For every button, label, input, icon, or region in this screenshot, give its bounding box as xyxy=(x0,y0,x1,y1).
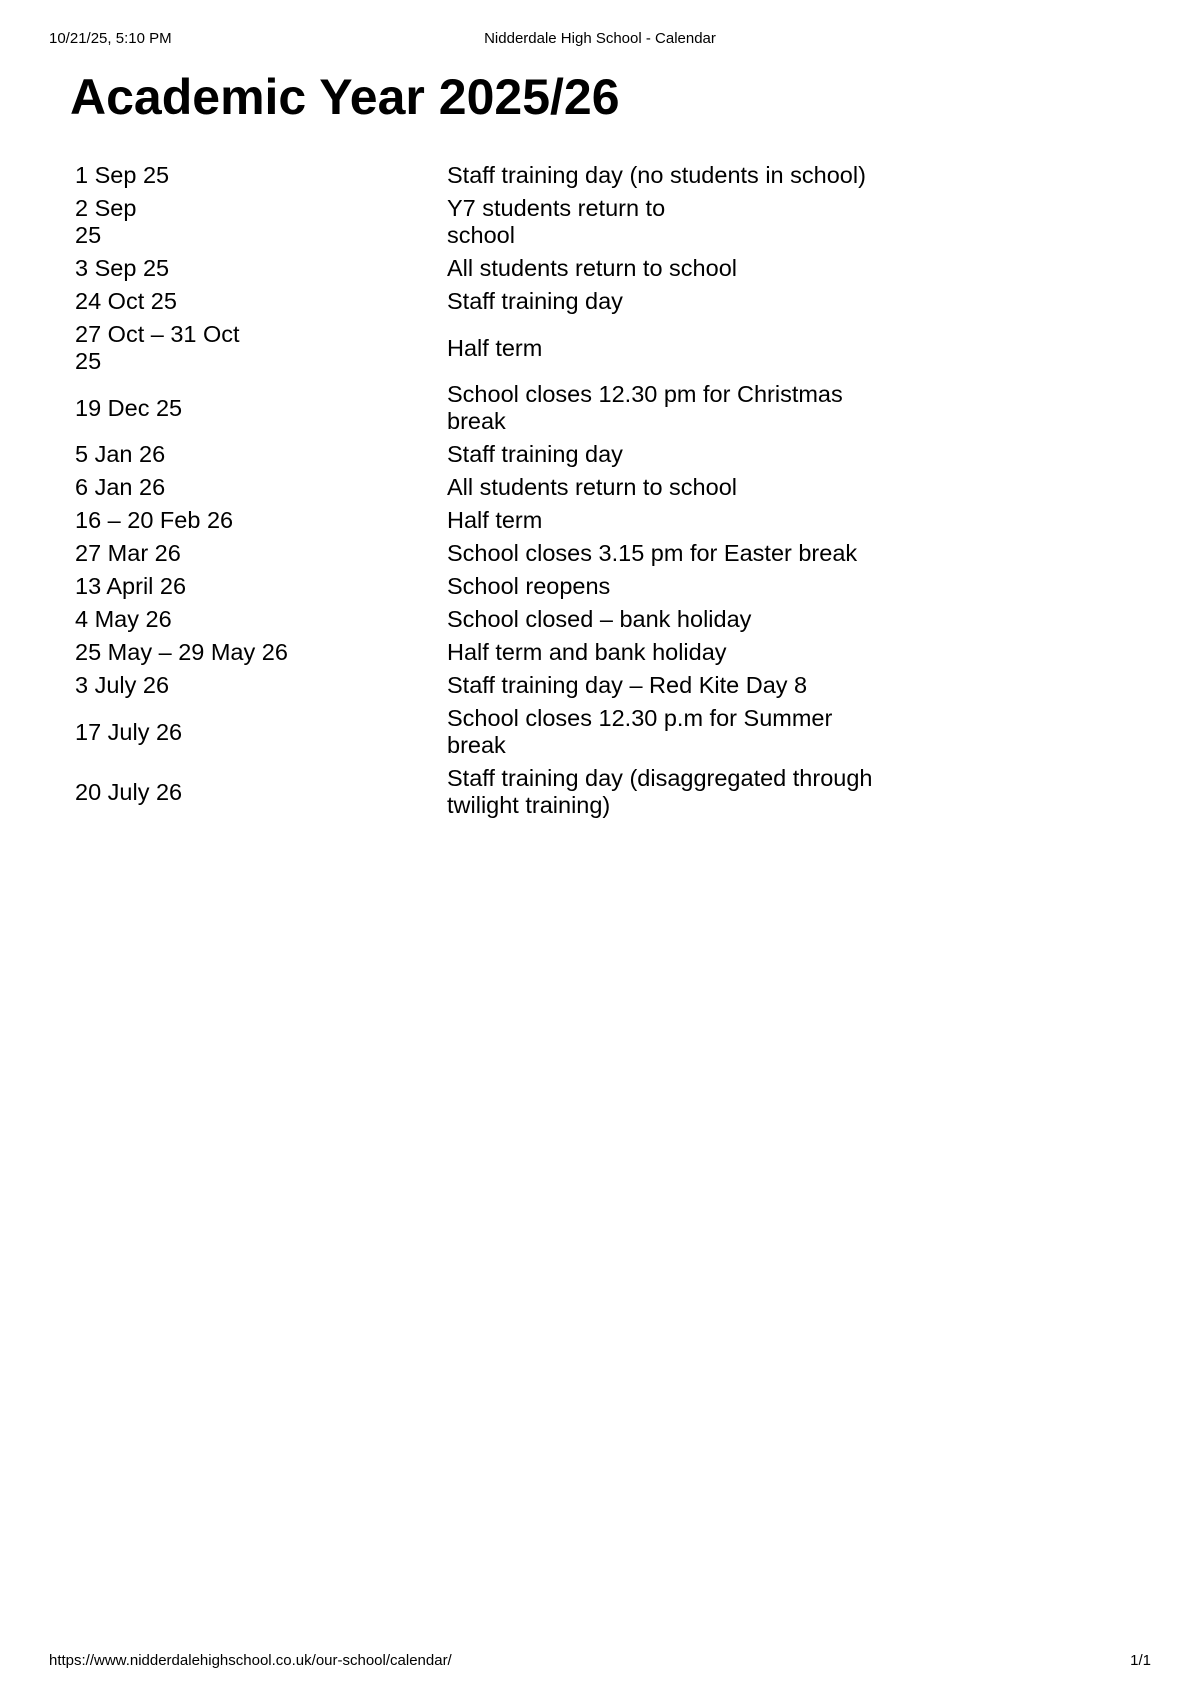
date-cell xyxy=(70,438,442,471)
table-row xyxy=(70,702,910,762)
event-cell xyxy=(442,669,910,702)
event-text: Staff training day – Red Kite Day 8 xyxy=(447,672,808,698)
date-cell xyxy=(70,636,442,669)
event-text: Staff training day (no students in school) xyxy=(447,162,866,188)
event-cell xyxy=(442,537,910,570)
table-row xyxy=(70,285,910,318)
event-text: All students return to school xyxy=(447,474,737,500)
table-row xyxy=(70,252,910,285)
event-text: School closed – bank holiday xyxy=(447,606,752,632)
date-text: 24 Oct 25 xyxy=(75,288,177,314)
event-text: School closes 12.30 pm for Christmas break xyxy=(447,381,843,434)
page-title: Academic Year 2025/26 xyxy=(70,69,620,125)
print-header xyxy=(49,30,1151,50)
event-cell xyxy=(442,318,910,378)
event-text: Staff training day (disaggregated through twilight training) xyxy=(447,765,873,818)
date-cell xyxy=(70,570,442,603)
event-cell xyxy=(442,636,910,669)
event-cell xyxy=(442,192,910,252)
table-row xyxy=(70,669,910,702)
date-cell xyxy=(70,669,442,702)
event-cell xyxy=(442,159,910,192)
date-cell xyxy=(70,378,442,438)
event-cell xyxy=(442,762,910,822)
table-row xyxy=(70,504,910,537)
date-text: 1 Sep 25 xyxy=(75,162,170,188)
event-text: Half term and bank holiday xyxy=(447,639,727,665)
date-text: 5 Jan 26 xyxy=(75,441,166,467)
date-cell xyxy=(70,252,442,285)
page-url: https://www.nidderdalehighschool.co.uk/our-school/calendar/ xyxy=(49,1652,452,1669)
table-row xyxy=(70,603,910,636)
table-row xyxy=(70,762,910,822)
date-text: 3 July 26 xyxy=(75,672,170,698)
date-text: 6 Jan 26 xyxy=(75,474,166,500)
table-row xyxy=(70,537,910,570)
table-row xyxy=(70,471,910,504)
event-cell xyxy=(442,438,910,471)
table-row xyxy=(70,438,910,471)
event-cell xyxy=(442,252,910,285)
table-row xyxy=(70,636,910,669)
print-page-title: Nidderdale High School - Calendar xyxy=(484,30,716,47)
calendar-table xyxy=(70,159,910,822)
event-text: School closes 3.15 pm for Easter break xyxy=(447,540,858,566)
event-text: Y7 students return to school xyxy=(447,195,666,248)
event-text: School closes 12.30 p.m for Summer break xyxy=(447,705,833,758)
event-cell xyxy=(442,504,910,537)
date-text: 25 May – 29 May 26 xyxy=(75,639,288,665)
event-cell xyxy=(442,471,910,504)
date-cell xyxy=(70,159,442,192)
date-text: 17 July 26 xyxy=(75,718,183,745)
table-row xyxy=(70,378,910,438)
date-text: 27 Oct – 31 Oct 25 xyxy=(75,321,240,374)
date-cell xyxy=(70,537,442,570)
print-footer xyxy=(49,1652,1151,1672)
event-text: School reopens xyxy=(447,573,611,599)
table-row xyxy=(70,192,910,252)
table-row xyxy=(70,570,910,603)
event-text: All students return to school xyxy=(447,255,737,281)
event-text: Half term xyxy=(447,334,543,361)
page-number: 1/1 xyxy=(1130,1652,1151,1669)
date-cell xyxy=(70,285,442,318)
date-text: 4 May 26 xyxy=(75,606,172,632)
date-cell xyxy=(70,603,442,636)
date-text: 27 Mar 26 xyxy=(75,540,181,566)
event-cell xyxy=(442,378,910,438)
date-cell xyxy=(70,504,442,537)
event-text: Staff training day xyxy=(447,441,623,467)
date-cell xyxy=(70,318,442,378)
date-text: 20 July 26 xyxy=(75,778,183,805)
table-row xyxy=(70,159,910,192)
table-row xyxy=(70,318,910,378)
date-text: 3 Sep 25 xyxy=(75,255,170,281)
event-text: Staff training day xyxy=(447,288,623,314)
event-text: Half term xyxy=(447,507,543,533)
event-cell xyxy=(442,570,910,603)
print-datetime: 10/21/25, 5:10 PM xyxy=(49,30,172,47)
date-text: 19 Dec 25 xyxy=(75,394,183,421)
event-cell xyxy=(442,285,910,318)
date-cell xyxy=(70,471,442,504)
date-text: 13 April 26 xyxy=(75,573,187,599)
date-cell xyxy=(70,702,442,762)
date-text: 16 – 20 Feb 26 xyxy=(75,507,234,533)
date-text: 2 Sep 25 xyxy=(75,195,137,248)
event-cell xyxy=(442,603,910,636)
date-cell xyxy=(70,192,442,252)
event-cell xyxy=(442,702,910,762)
date-cell xyxy=(70,762,442,822)
